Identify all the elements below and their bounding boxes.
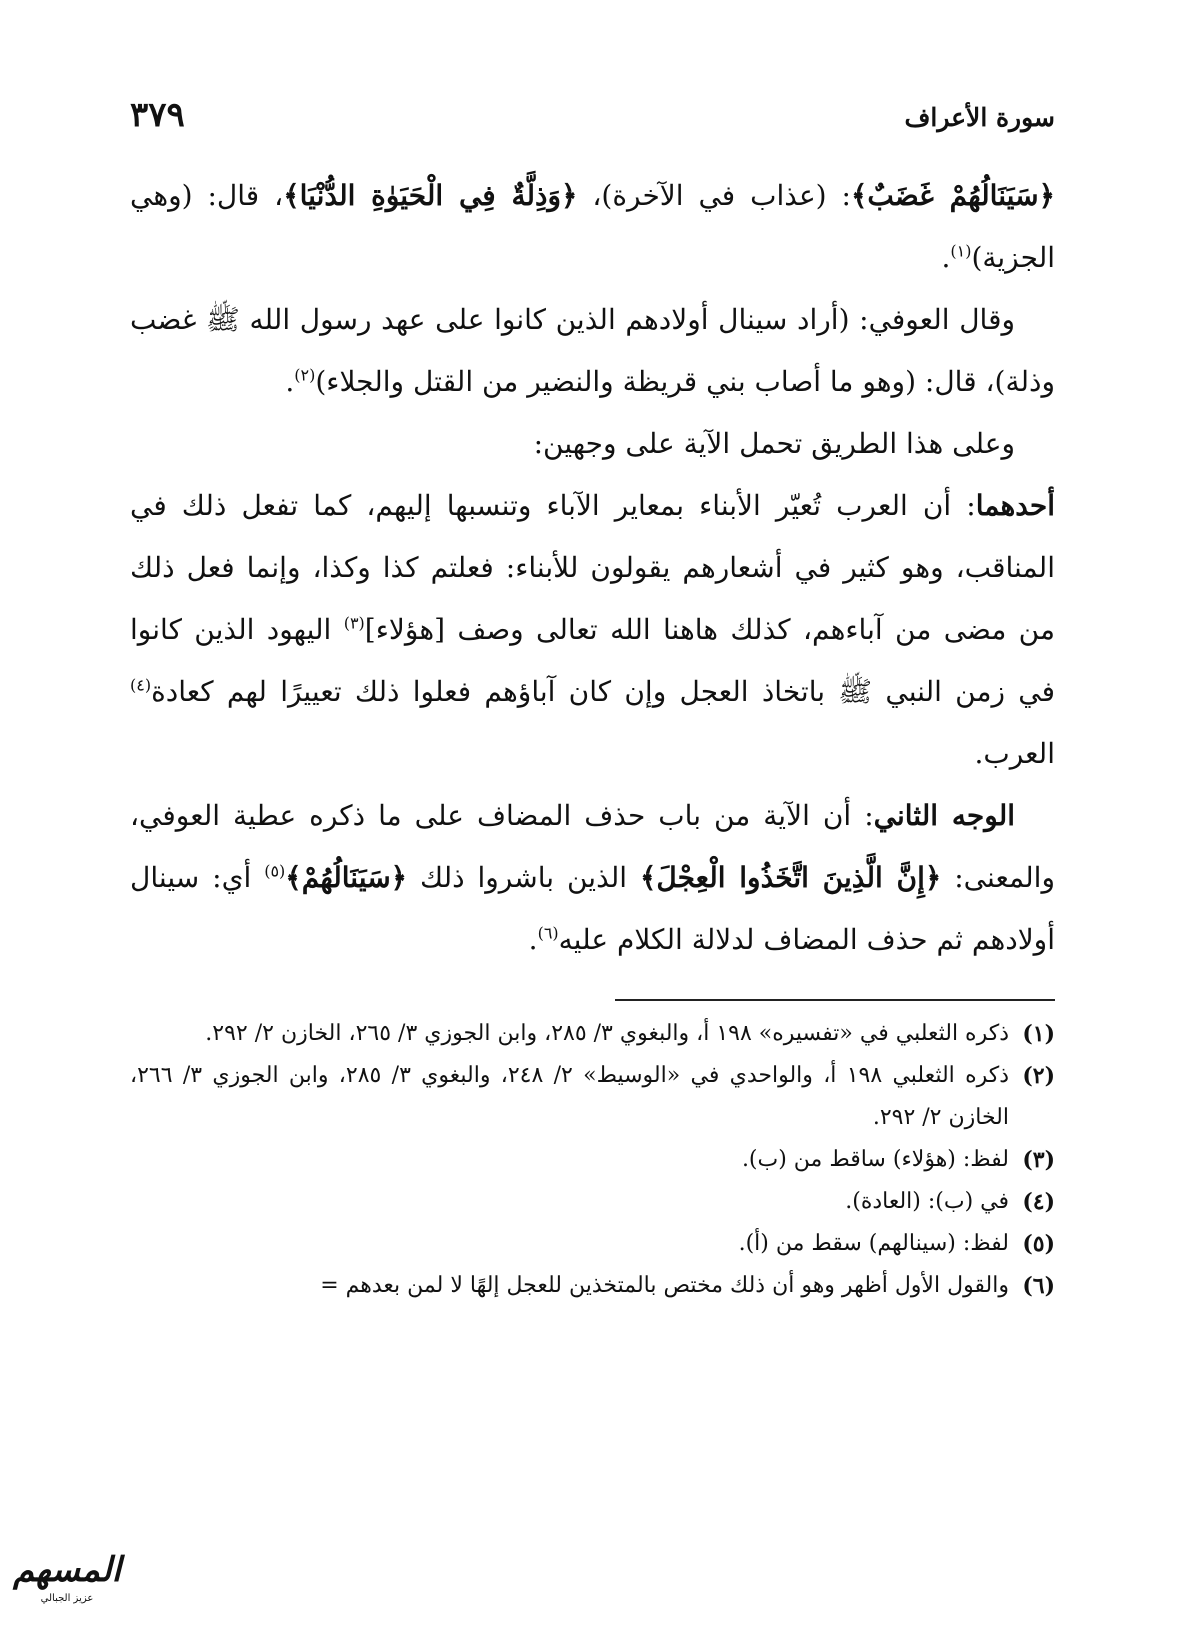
bold-term: أحدهما bbox=[975, 489, 1055, 522]
footnote-number: (٦) bbox=[1022, 1273, 1055, 1299]
footnote-text: والقول الأول أظهر وهو أن ذلك مختص بالمتخذين للعجل إلهًا لا لمن بعدهم = bbox=[320, 1273, 1009, 1298]
footnote-text: ذكره الثعلبي ١٩٨ أ، والواحدي في «الوسيط» ٢/ ٢٤٨، والبغوي ٣/ ٢٨٥، وابن الجوزي ٣/ ٢٦٦، الخازن ٢/ ٢٩٢. bbox=[130, 1063, 1009, 1130]
footnote-ref: (٥) bbox=[264, 861, 286, 881]
text-run: : (عذاب في الآخرة)، bbox=[577, 179, 851, 212]
stamp-main-text: المسهم bbox=[12, 1550, 122, 1590]
footnote bbox=[130, 1223, 1055, 1265]
footnote-text: لفظ: (سينالهم) سقط من (أ). bbox=[738, 1231, 1009, 1256]
footnote-text: ذكره الثعلبي في «تفسيره» ١٩٨ أ، والبغوي ٣/ ٢٨٥، وابن الجوزي ٣/ ٢٦٥، الخازن ٢/ ٢٩٢. bbox=[205, 1021, 1009, 1046]
quran-quote: ﴿سَيَنَالُهُمْ غَضَبٌ﴾ bbox=[850, 179, 1055, 212]
text-run: . bbox=[285, 365, 295, 398]
publisher-stamp-logo bbox=[12, 1548, 122, 1618]
footnote-ref: (٣) bbox=[343, 613, 365, 633]
text-run: الذين باشروا ذلك bbox=[407, 861, 640, 894]
footnote-number: (٣) bbox=[1022, 1147, 1055, 1173]
page-number: ٣٧٩ bbox=[130, 95, 185, 135]
paragraph-5 bbox=[130, 785, 1055, 971]
paragraph-3: وعلى هذا الطريق تحمل الآية على وجهين: bbox=[533, 427, 1015, 460]
footnote-number: (٢) bbox=[1022, 1063, 1055, 1089]
footnote-divider bbox=[615, 999, 1055, 1001]
footnote-ref: (٢) bbox=[294, 365, 316, 385]
footnote bbox=[130, 1181, 1055, 1223]
text-run: اليهود الذين كانوا في زمن النبي ﷺ باتخاذ العجل وإن كان آباؤهم فعلوا ذلك تعييرًا لهم كعادة bbox=[130, 613, 1055, 708]
surah-title: سورة الأعراف bbox=[904, 103, 1055, 132]
footnote-ref: (١) bbox=[950, 241, 972, 261]
text-run: . bbox=[528, 923, 538, 956]
text-run: العرب. bbox=[974, 737, 1055, 770]
quran-quote: ﴿إِنَّ الَّذِينَ اتَّخَذُوا الْعِجْلَ﴾ bbox=[640, 861, 942, 894]
quran-quote: ﴿سَيَنَالُهُمْ﴾ bbox=[285, 861, 408, 894]
paragraph-4 bbox=[130, 475, 1055, 785]
text-run: وقال العوفي: (أراد سينال أولادهم الذين كانوا على عهد رسول الله ﷺ غضب وذلة)، قال: (وهو ما أصاب بني قريظة والنضير من القتل والجلاء) bbox=[130, 303, 1055, 398]
text-run: أي: سينال أولادهم ثم حذف المضاف لدلالة الكلام عليه bbox=[130, 861, 1055, 956]
footnote bbox=[130, 1139, 1055, 1181]
footnote-number: (٥) bbox=[1022, 1231, 1055, 1257]
page bbox=[130, 95, 1055, 1307]
footnote-text: لفظ: (هؤلاء) ساقط من (ب). bbox=[741, 1147, 1009, 1172]
footnote-number: (٤) bbox=[1022, 1189, 1055, 1215]
footnote-text: في (ب): (العادة). bbox=[845, 1189, 1009, 1214]
footnote-ref: (٦) bbox=[537, 923, 559, 943]
stamp-sub-text: عزيز الجبالي bbox=[40, 1593, 94, 1604]
text-run: : أن العرب تُعيّر الأبناء بمعاير الآباء وتنسبها إليهم، كما تفعل ذلك في المناقب، وهو كثير في أشعارهم يقولون للأبناء: فعلتم كذا وكذا، وإنما فعل ذلك من مضى من آباءهم، كذلك هاهنا الله تعالى وصف [هؤلاء] bbox=[130, 489, 1055, 646]
footnotes bbox=[130, 1013, 1055, 1307]
quran-quote: ﴿وَذِلَّةٌ فِي الْحَيَوٰةِ الدُّنْيَا﴾ bbox=[283, 179, 578, 212]
footnote bbox=[130, 1013, 1055, 1055]
paragraph-2 bbox=[130, 289, 1055, 413]
main-text bbox=[130, 165, 1055, 971]
page-header bbox=[130, 95, 1055, 145]
bold-term: الوجه الثاني bbox=[873, 799, 1016, 832]
text-run: . bbox=[941, 241, 951, 274]
paragraph-1 bbox=[130, 165, 1055, 289]
footnote bbox=[130, 1265, 1055, 1307]
text-run: : أن الآية من باب حذف المضاف على ما ذكره عطية العوفي، والمعنى: bbox=[130, 799, 1055, 894]
text-run: ، قال: (وهي الجزية) bbox=[130, 179, 1055, 274]
footnote bbox=[130, 1055, 1055, 1139]
footnote-ref: (٤) bbox=[130, 675, 152, 695]
footnote-number: (١) bbox=[1022, 1021, 1055, 1047]
